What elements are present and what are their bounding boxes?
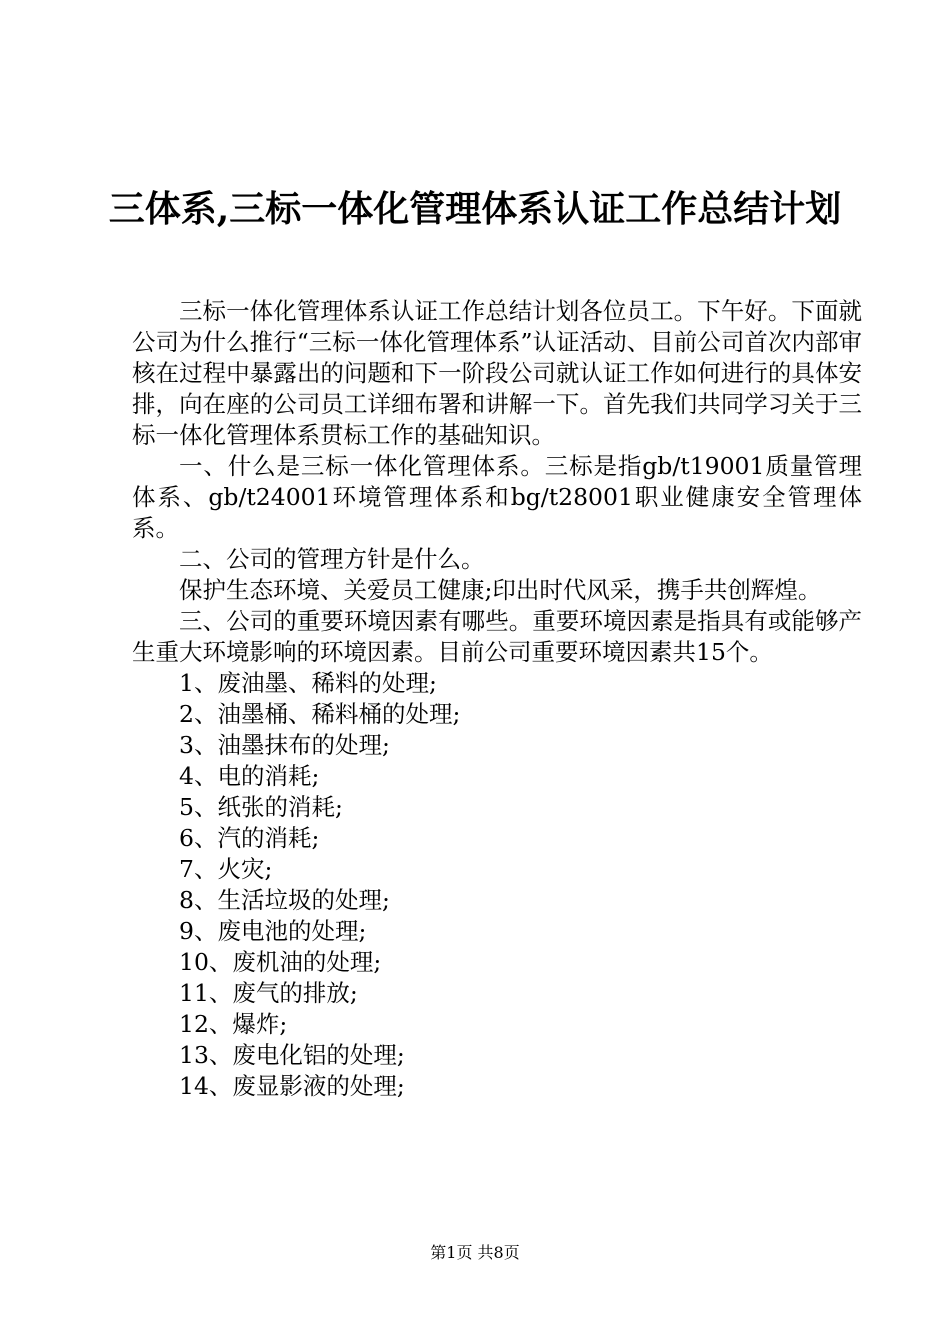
paragraph-section-1: 一、什么是三标一体化管理体系。三标是指gb/t19001质量管理体系、gb/t24001环境管理体系和bg/t28001职业健康安全管理体系。 — [132, 452, 862, 542]
paragraph-section-3: 三、公司的重要环境因素有哪些。重要环境因素是指具有或能够产生重大环境影响的环境因素。目前公司重要环境因素共15个。 — [132, 607, 862, 666]
paragraph-policy: 保护生态环境、关爱员工健康;印出时代风采，携手共创辉煌。 — [179, 576, 822, 604]
list-item: 4、电的消耗; — [179, 762, 320, 790]
list-item: 14、废显影液的处理; — [179, 1072, 405, 1100]
list-item: 2、油墨桶、稀料桶的处理; — [179, 700, 461, 728]
list-item: 8、生活垃圾的处理; — [179, 886, 390, 914]
environmental-factors-list — [132, 668, 862, 1102]
list-item: 11、废气的排放; — [179, 979, 358, 1007]
list-item: 12、爆炸; — [179, 1010, 288, 1038]
list-item: 10、废机油的处理; — [179, 948, 382, 976]
paragraph-intro: 三标一体化管理体系认证工作总结计划各位员工。下午好。下面就公司为什么推行“三标一体化管理体系”认证活动、目前公司首次内部审核在过程中暴露出的问题和下一阶段公司就认证工作如何进行的具体安排，向在座的公司员工详细布署和讲解一下。首先我们共同学习关于三标一体化管理体系贯标工作的基础知识。 — [132, 297, 862, 449]
list-item: 6、汽的消耗; — [179, 824, 320, 852]
paragraph-section-2: 二、公司的管理方针是什么。 — [179, 545, 485, 573]
list-item: 1、废油墨、稀料的处理; — [179, 669, 437, 697]
list-item: 9、废电池的处理; — [179, 917, 367, 945]
list-item: 7、火灾; — [179, 855, 273, 883]
list-item: 13、废电化铝的处理; — [179, 1041, 405, 1069]
list-item: 5、纸张的消耗; — [179, 793, 343, 821]
page-footer: 第1页 共8页 — [430, 1243, 520, 1262]
document-title: 三体系,三标一体化管理体系认证工作总结计划 — [108, 188, 842, 230]
list-item: 3、油墨抹布的处理; — [179, 731, 390, 759]
document-body — [132, 296, 862, 1102]
